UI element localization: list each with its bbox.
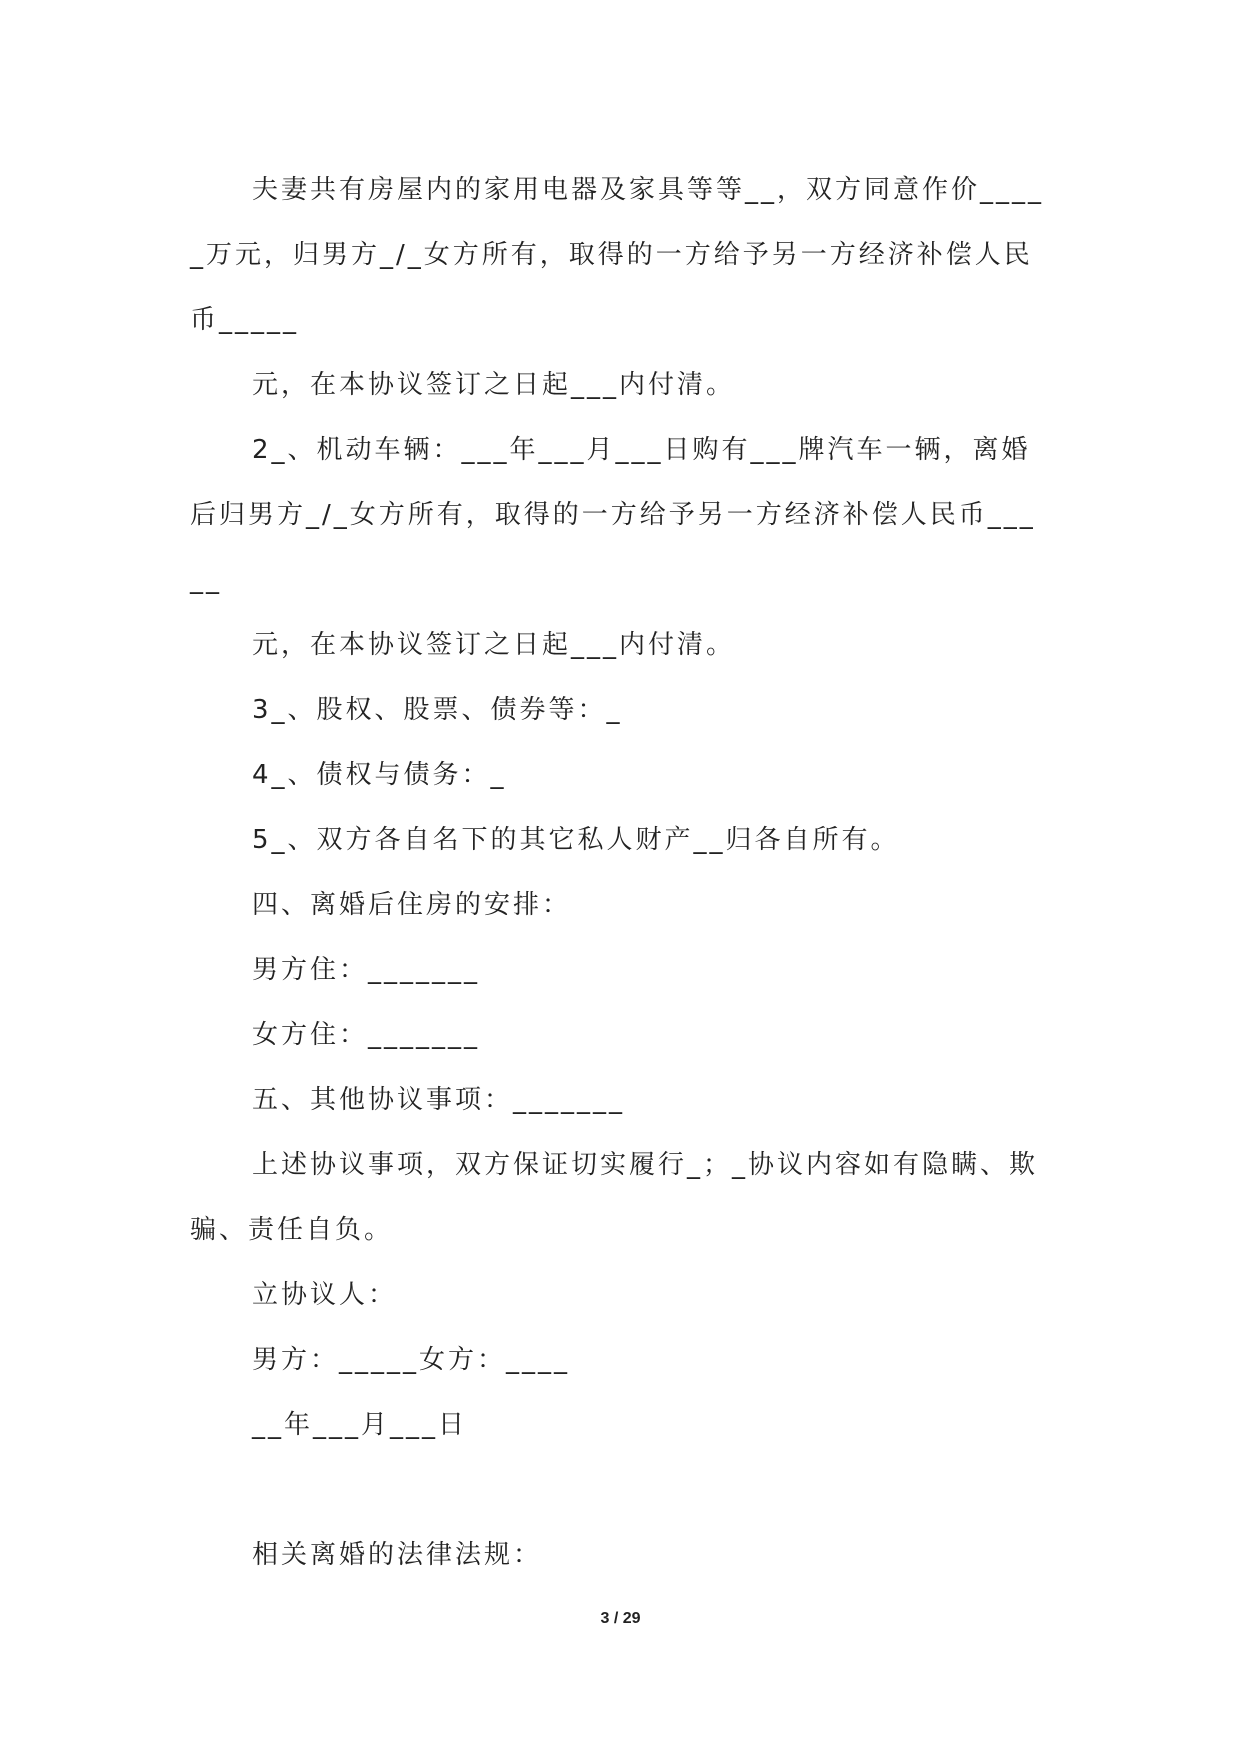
paragraph-motor-vehicle: 2_、机动车辆：___年___月___日购有___牌汽车一辆，离婚后归男方_/_女方所有，取得的一方给予另一方经济补偿人民币_____ <box>190 435 1036 595</box>
paragraph-debts: 4_、债权与债务：_ <box>252 760 507 790</box>
document-body <box>190 158 1050 1588</box>
signature-line: 男方：_____女方：____ <box>252 1345 571 1375</box>
section-heading-other-matters: 五、其他协议事项：_______ <box>252 1085 626 1115</box>
page-number: 3 / 29 <box>600 1610 641 1627</box>
signatories-label: 立协议人： <box>252 1280 398 1310</box>
paragraph-payment-term-1: 元，在本协议签订之日起___内付清。 <box>252 370 736 400</box>
paragraph-household-appliances: 夫妻共有房屋内的家用电器及家具等等__，双方同意作价_____万元，归男方_/_女方所有，取得的一方给予另一方经济补偿人民币_____ <box>190 175 1045 335</box>
section-heading-related-laws: 相关离婚的法律法规： <box>252 1540 543 1570</box>
date-line: __年___月___日 <box>252 1410 468 1440</box>
section-heading-housing: 四、离婚后住房的安排： <box>252 890 572 920</box>
paragraph-private-property: 5_、双方各自名下的其它私人财产__归各自所有。 <box>252 825 900 855</box>
paragraph-male-residence: 男方住：_______ <box>252 955 481 985</box>
paragraph-payment-term-2: 元，在本协议签订之日起___内付清。 <box>252 630 736 660</box>
paragraph-female-residence: 女方住：_______ <box>252 1020 481 1050</box>
paragraph-stocks-bonds: 3_、股权、股票、债券等：_ <box>252 695 623 725</box>
paragraph-guarantee: 上述协议事项，双方保证切实履行_；_协议内容如有隐瞒、欺骗、责任自负。 <box>190 1150 1039 1245</box>
